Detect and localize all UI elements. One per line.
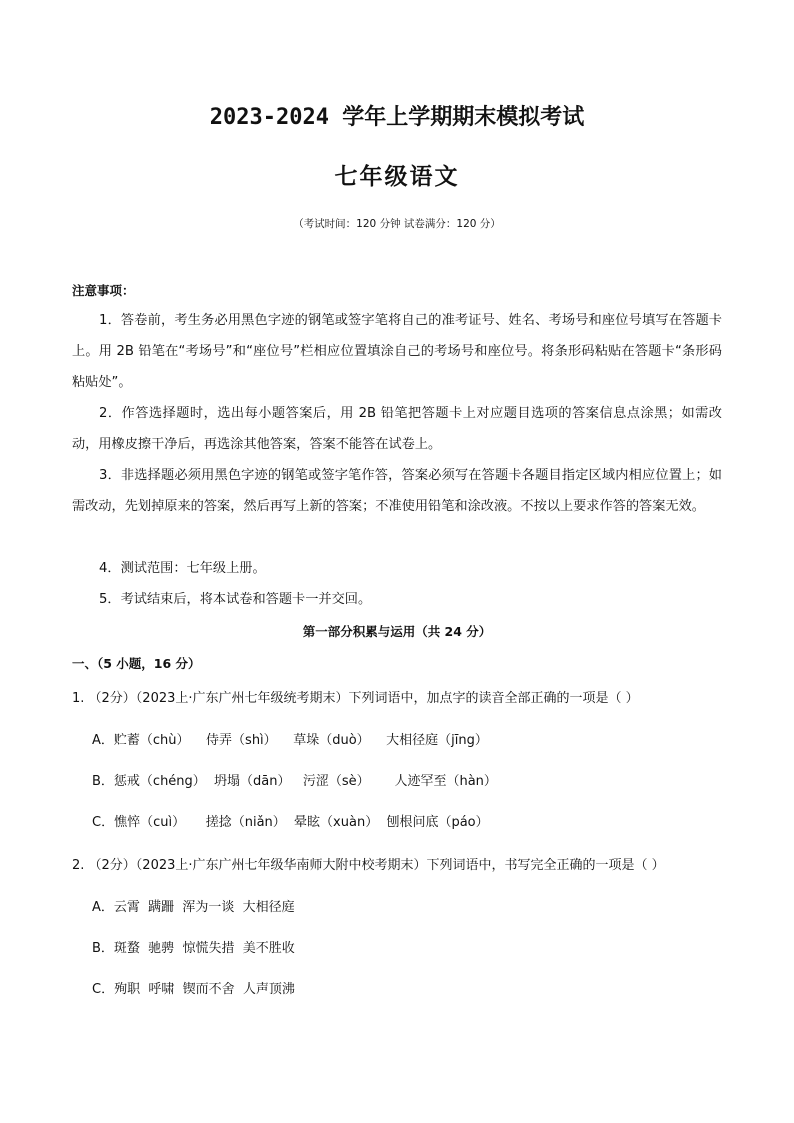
- exam-title: 2023-2024 学年上学期期末模拟考试: [209, 105, 585, 130]
- exam-subject: 七年级语文: [334, 164, 460, 190]
- question-2-option-b: B．斑蝥 驰骋 惊慌失措 美不胜收: [92, 941, 295, 956]
- section-title: 第一部分积累与运用（共 24 分）: [302, 624, 492, 639]
- question-1-stem: 1. （2分）（2023上·广东广州七年级统考期末）下列词语中，加点字的读音全部正确的一项是（ ）: [72, 691, 639, 706]
- notice-item-5: 5．考试结束后，将本试卷和答题卡一并交回。: [99, 592, 372, 607]
- notice-heading: 注意事项：: [72, 283, 135, 298]
- question-2-stem: 2. （2分）（2023上·广东广州七年级华南师大附中校考期末）下列词语中，书写完全正确的一项是（ ）: [72, 858, 665, 873]
- question-1-option-a: A．贮蓄（chù） 侍弄（shì） 草垛（duò） 大相径庭（jīng）: [92, 733, 488, 748]
- exam-meta: （考试时间：120 分钟 试卷满分：120 分）: [293, 218, 501, 230]
- notice-item-4: 4．测试范围：七年级上册。: [99, 561, 266, 576]
- notice-item-1: 1．答卷前，考生务必用黑色字迹的钢笔或签字笔将自己的准考证号、姓名、考场号和座位号填写在答题卡上。用 2B 铅笔在“考场号”和“座位号”栏相应位置填涂自己的考场号和座位号。将条形码粘贴在答题卡“条形码粘贴处”。: [72, 313, 722, 390]
- question-1-option-c: C．憔悴（cuì） 搓捻（niǎn） 晕眩（xuàn） 刨根问底（páo）: [92, 815, 489, 830]
- notice-item-2: 2．作答选择题时，选出每小题答案后，用 2B 铅笔把答题卡上对应题目选项的答案信息点涂黑；如需改动，用橡皮擦干净后，再选涂其他答案，答案不能答在试卷上。: [72, 406, 722, 452]
- question-2-option-c: C．殉职 呼啸 锲而不舍 人声顶沸: [92, 982, 295, 997]
- question-1-option-b: B．惩戒（chéng） 坍塌（dān） 污涩（sè） 人迹罕至（hàn）: [92, 774, 497, 789]
- group-title: 一、（5 小题，16 分）: [72, 656, 201, 671]
- question-2-option-a: A．云霄 蹒跚 浑为一谈 大相径庭: [92, 900, 295, 915]
- notice-item-3: 3．非选择题必须用黑色字迹的钢笔或签字笔作答，答案必须写在答题卡各题目指定区域内相应位置上；如需改动，先划掉原来的答案，然后再写上新的答案；不准使用铅笔和涂改液。不按以上要求作答的答案无效。: [72, 468, 722, 514]
